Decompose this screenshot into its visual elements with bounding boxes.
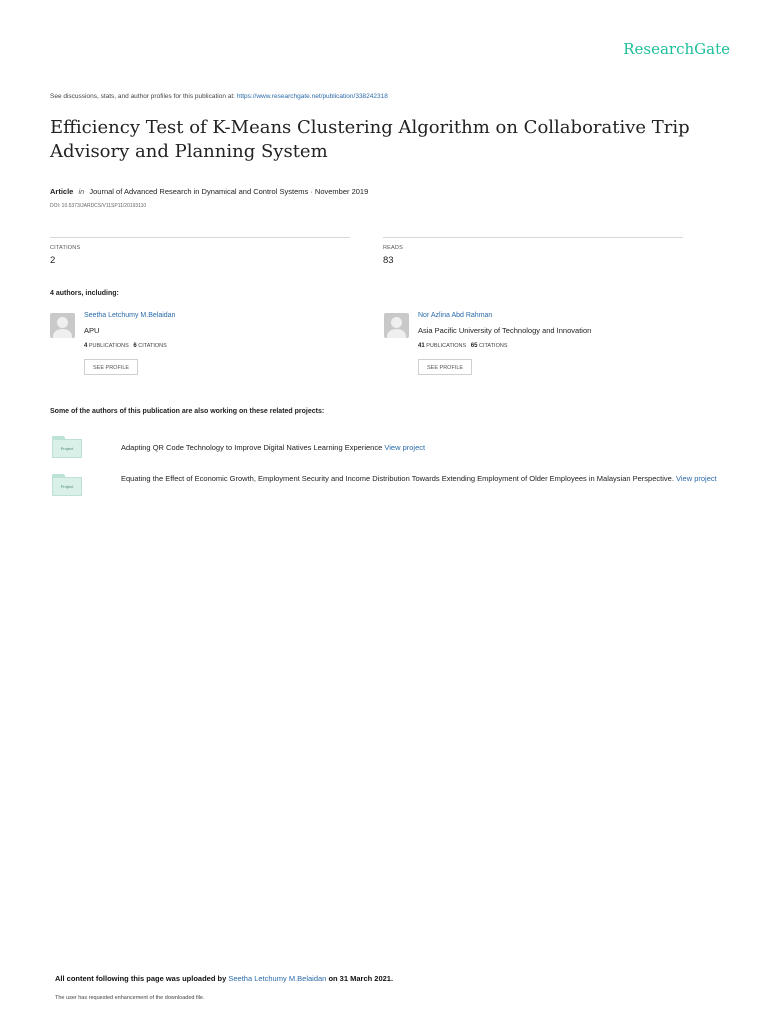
author-institution: APU	[84, 326, 100, 335]
avatar[interactable]	[384, 313, 409, 338]
article-type: Article	[50, 187, 74, 196]
uploader-link[interactable]: Seetha Letchumy M.Belaidan	[228, 974, 327, 983]
author-stats	[84, 343, 167, 349]
project-item	[121, 441, 721, 455]
publications-count: 4	[84, 343, 88, 349]
article-in: in	[78, 187, 85, 196]
upload-note	[55, 974, 393, 983]
avatar[interactable]	[50, 313, 75, 338]
citations-count: 65	[470, 343, 478, 349]
publication-title: Efficiency Test of K-Means Clustering Algorithm on Collaborative Trip Advisory and Planning System	[50, 117, 690, 162]
researchgate-logo[interactable]: ResearchGate	[623, 40, 730, 58]
view-project-link[interactable]: View project	[384, 443, 426, 452]
author-institution: Asia Pacific University of Technology and Innovation	[418, 326, 592, 335]
see-profile-button[interactable]: SEE PROFILE	[418, 359, 472, 375]
article-meta	[50, 187, 368, 196]
citations-divider	[50, 237, 350, 238]
enhancement-note: The user has requested enhancement of the downloaded file.	[55, 995, 205, 1001]
author-name-link[interactable]: Seetha Letchumy M.Belaidan	[84, 312, 176, 319]
related-projects-heading: Some of the authors of this publication are also working on these related projects:	[50, 408, 325, 415]
see-profile-button[interactable]: SEE PROFILE	[84, 359, 138, 375]
citations-label: CITATIONS	[138, 343, 167, 349]
view-project-link[interactable]: View project	[676, 474, 717, 483]
doi: DOI: 10.5373/JARDCS/V11SP11/20193110	[50, 203, 147, 209]
discussions-line	[50, 93, 388, 100]
project-item	[121, 472, 721, 486]
reads-value: 83	[383, 255, 394, 266]
citations-label: CITATIONS	[478, 343, 508, 349]
project-title: Adapting QR Code Technology to Improve Digital Natives Learning Experience	[121, 443, 383, 452]
publications-label: PUBLICATIONS	[426, 343, 467, 349]
journal-line: Journal of Advanced Research in Dynamical and Control Systems · November 2019	[89, 187, 369, 196]
project-icon-label: Project	[60, 446, 74, 451]
discussions-text: See discussions, stats, and author profiles for this publication at:	[50, 93, 235, 100]
project-folder-icon	[52, 474, 82, 496]
citations-value: 2	[50, 255, 56, 266]
author-name-link[interactable]: Nor Azlina Abd Rahman	[418, 312, 493, 319]
publication-url-link[interactable]: https://www.researchgate.net/publication/338242318	[236, 93, 388, 100]
project-folder-icon	[52, 436, 82, 458]
publications-count: 41	[418, 343, 425, 349]
upload-lead: All content following this page was uploaded by	[55, 974, 227, 983]
project-title: Equating the Effect of Economic Growth, Employment Security and Income Distribution Towards Extending Employment of Older Employees in Malaysian Perspective.	[121, 474, 674, 483]
project-icon-label: Project	[60, 484, 74, 489]
reads-label: READS	[383, 245, 403, 251]
authors-heading: 4 authors, including:	[50, 290, 119, 297]
reads-divider	[383, 237, 683, 238]
upload-date: on 31 March 2021.	[328, 974, 394, 983]
citations-label: CITATIONS	[50, 245, 81, 251]
publications-label: PUBLICATIONS	[88, 343, 129, 349]
author-stats	[418, 343, 508, 349]
citations-count: 6	[133, 343, 137, 349]
